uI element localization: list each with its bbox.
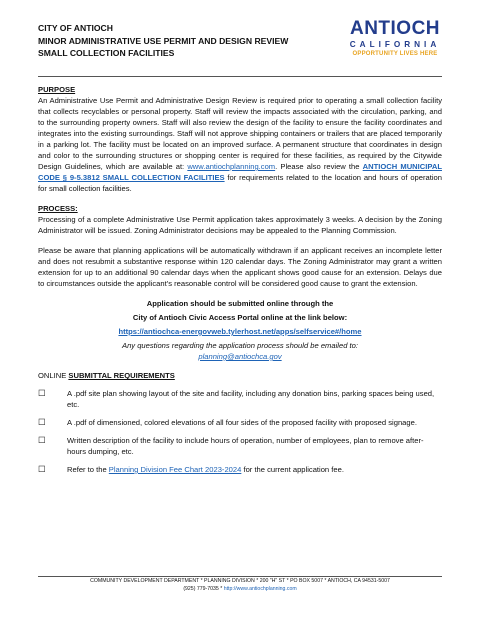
header-divider [38,76,442,77]
process-paragraph-1: Processing of a complete Administrative Use Permit application takes approximately 3 weeks. A decision by the Zoning Administrator will be issued. Zoning Administrator decisions may be appealed to the Planning Commission. [38,215,442,235]
purpose-text-b: . Please also review the [275,162,363,171]
purpose-text-c: for requirements related to the location and hours of operation for small collection facilities. [38,173,442,193]
requirement-item [38,464,442,475]
fee-text-prefix: Refer to the [67,465,109,474]
requirement-text: A .pdf of dimensioned, colored elevations of all four sides of the proposed facility with proposed signage. [67,418,417,427]
planning-email-link[interactable]: planning@antiochca.gov [198,352,282,361]
page-footer [38,576,442,593]
checkbox-icon[interactable]: ☐ [38,388,46,398]
footer-website-link[interactable]: http://www.antiochplanning.com [223,585,297,592]
questions-text: Any questions regarding the application process should be emailed to: [122,341,358,350]
civic-access-portal-link[interactable]: https://antiochca-energovweb.tylerhost.net/apps/selfservice#/home [118,327,362,336]
requirements-heading-prefix: ONLINE [38,371,69,380]
checkbox-icon[interactable]: ☐ [38,417,46,427]
submission-line-1: Application should be submitted online through the [146,299,334,308]
antioch-logo [348,18,442,59]
header-city: CITY OF ANTIOCH [38,23,113,33]
antioch-planning-link[interactable]: www.antiochplanning.com [187,162,276,171]
submission-line-2: City of Antioch Civic Access Portal online at the link below: [132,313,348,322]
checkbox-icon[interactable]: ☐ [38,435,46,445]
header-subtitle: SMALL COLLECTION FACILITIES [38,48,175,58]
header-permit-title: MINOR ADMINISTRATIVE USE PERMIT AND DESIGN REVIEW [38,35,289,46]
purpose-text-a: An Administrative Use Permit and Administrative Design Review is required prior to operating a small collection facility that collects recyclables or personal property. Staff will review the impacts associated with the circulation, parking, and to the surrounding property owners. Staff will also review the design of the facility to ensure the facility coordinates and integrates into the existing surroundings. Staff will not approve shipping containers or trailers that are placed temporarily in a parking lot. The facility must be located on an improved surface. A permanent structure that coordinates in design and color to the surrounding structures or shopping center is required for these facilities, as required by the Citywide Design Guidelines, which are available at: [38,96,442,171]
requirement-item [38,435,442,457]
requirement-text: A .pdf site plan showing layout of the site and facility, including any donation bins, parking spaces being used, etc. [67,389,435,409]
fee-text-suffix: for the current application fee. [241,465,344,474]
footer-phone: (925) 779-7035 * [183,585,224,592]
process-heading: PROCESS: [38,204,78,213]
purpose-heading: PURPOSE [38,85,76,94]
requirement-item [38,388,442,410]
document-header [38,18,442,72]
fee-chart-link[interactable]: Planning Division Fee Chart 2023-2024 [108,465,242,474]
municipal-code-link[interactable]: ANTIOCH MUNICIPAL CODE § 9-5.3812 SMALL COLLECTION FACILITIES [38,162,442,182]
checkbox-icon[interactable]: ☐ [38,464,46,474]
requirement-item [38,417,442,428]
requirement-text: Written description of the facility to include hours of operation, number of employees, plan to remove after-hours dumping, etc. [67,436,424,456]
logo-tagline: OPPORTUNITY LIVES HERE [352,51,438,57]
process-paragraph-2: Please be aware that planning applications will be automatically withdrawn if an applicant receives an incomplete letter and does not resubmit a substantive response within 120 calendar days. The Zoning Administrator may grant a written extension for up to an additional 90 calendar days when the applicant shows good cause for an extension. Delays due to circumstances outside the applicant's reasonable control will be considered good cause to grant the extension. [38,246,442,288]
logo-wordmark: ANTIOCH [349,18,441,39]
logo-state: CALIFORNIA [349,40,441,49]
footer-address: COMMUNITY DEVELOPMENT DEPARTMENT * PLANNING DIVISION * 200 "H" ST * PO BOX 5007 * ANTIOCH, CA 94531-5007 [90,578,390,584]
submittal-requirements-heading [38,370,442,381]
requirement-text-fee [67,464,442,475]
footer-contact [38,586,442,594]
requirements-heading-underlined: SUBMITTAL REQUIREMENTS [68,371,175,380]
purpose-paragraph [38,95,442,194]
